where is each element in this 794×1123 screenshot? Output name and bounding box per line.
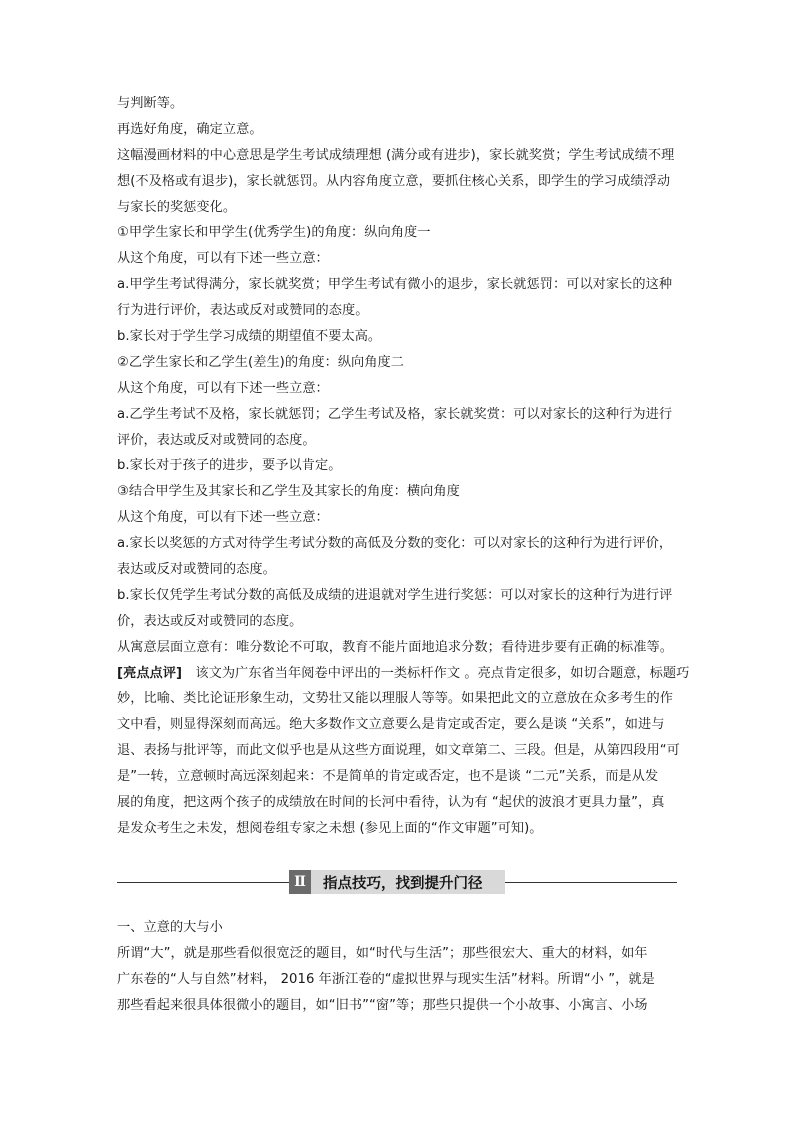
text-line: a.甲学生考试得满分，家长就奖赏；甲学生考试有微小的退步，家长就惩罚：可以对家长的这种 <box>117 277 673 293</box>
review-text: 该文为广东省当年阅卷中评出的一类标杆作文 。亮点肯定很多，如切合题意，标题巧 <box>182 665 690 681</box>
text-line: a.家长以奖惩的方式对待学生考试分数的高低及分数的变化：可以对家长的这种行为进行评价， <box>117 536 673 552</box>
text-line: a.乙学生考试不及格，家长就惩罚；乙学生考试及格，家长就奖赏：可以对家长的这种行为进行 <box>117 406 673 422</box>
text-line: ②乙学生家长和乙学生(差生)的角度：纵向角度二 <box>117 354 405 370</box>
text-line: 与家长的奖惩变化。 <box>117 199 237 215</box>
text-line: 这幅漫画材料的中心意思是学生考试成绩理想 (满分或有进步)，家长就奖赏；学生考试成绩不理 <box>117 147 675 163</box>
text-line: 广东卷的“人与自然”材料， 2016 年浙江卷的“虚拟世界与现实生活”材料。所谓“小 ”，就是 <box>117 971 655 987</box>
text-line: 从这个角度，可以有下述一些立意： <box>117 251 329 267</box>
section-numeral: Ⅱ <box>289 870 311 894</box>
text-line: 所谓“大”，就是那些看似很宽泛的题目，如“时代与生活”；那些很宏大、重大的材料，如年 <box>117 945 648 961</box>
text-line: 评价，表达或反对或赞同的态度。 <box>117 432 316 448</box>
text-line: 价，表达或反对或赞同的态度。 <box>117 613 303 629</box>
text-line: 退、表扬与批评等，而此文似乎也是从这些方面说理，如文章第二、三段。但是，从第四段用“可 <box>117 743 680 759</box>
section-title: 指点技巧，找到提升门径 <box>311 870 505 894</box>
text-line: 从这个角度，可以有下述一些立意： <box>117 380 329 396</box>
text-line: 从这个角度，可以有下述一些立意： <box>117 510 329 526</box>
text-line: ③结合甲学生及其家长和乙学生及其家长的角度：横向角度 <box>117 484 460 500</box>
text-line: ①甲学生家长和甲学生(优秀学生)的角度：纵向角度一 <box>117 225 431 241</box>
text-line: 是”一转，立意顿时高远深刻起来：不是简单的肯定或否定，也不是谈 “二元”关系，而是从发 <box>117 769 659 785</box>
body-text-top <box>117 91 690 842</box>
section-rule-left <box>117 882 289 883</box>
text-line: 展的角度，把这两个孩子的成绩放在时间的长河中看待，认为有 “起伏的波浪才更具力量”，真 <box>117 795 665 811</box>
text-line: 想(不及格或有退步)，家长就惩罚。从内容角度立意，要抓住核心关系，即学生的学习成绩浮动 <box>117 173 671 189</box>
section-header <box>117 868 677 898</box>
subheading: 一、立意的大与小 <box>117 920 223 935</box>
text-line: 行为进行评价，表达或反对或赞同的态度。 <box>117 303 369 319</box>
text-line: 与判断等。 <box>117 96 184 111</box>
section-title-box <box>289 870 505 894</box>
text-line: 表达或反对或赞同的态度。 <box>117 562 276 578</box>
text-line: 从寓意层面立意有：唯分数论不可取，教育不能片面地追求分数；看待进步要有正确的标准等。 <box>117 639 673 655</box>
text-line: 再选好角度，确定立意。 <box>117 121 263 137</box>
text-line: 是发众考生之未发，想阅卷组专家之未想 (参见上面的“作文审题”可知)。 <box>117 820 543 836</box>
review-tag: [亮点点评] <box>117 665 183 681</box>
body-text-bottom <box>117 915 677 1019</box>
review-first-line <box>117 661 690 687</box>
text-line: 那些看起来很具体很微小的题目，如“旧书”“窗”等；那些只提供一个小故事、小寓言、小场 <box>117 997 648 1013</box>
text-line: b.家长对于孩子的进步，要予以肯定。 <box>117 458 342 474</box>
text-line: 妙，比喻、类比论证形象生动，文势壮又能以理服人等等。如果把此文的立意放在众多考生的作 <box>117 691 673 707</box>
section-rule-right <box>505 882 677 883</box>
text-line: b.家长仅凭学生考试分数的高低及成绩的进退就对学生进行奖惩：可以对家长的这种行为进行评 <box>117 587 673 603</box>
text-line: 文中看，则显得深刻而高远。绝大多数作文立意要么是肯定或否定，要么是谈 “关系”，如进与 <box>117 717 665 733</box>
text-line: b.家长对于学生学习成绩的期望值不要太高。 <box>117 329 382 345</box>
